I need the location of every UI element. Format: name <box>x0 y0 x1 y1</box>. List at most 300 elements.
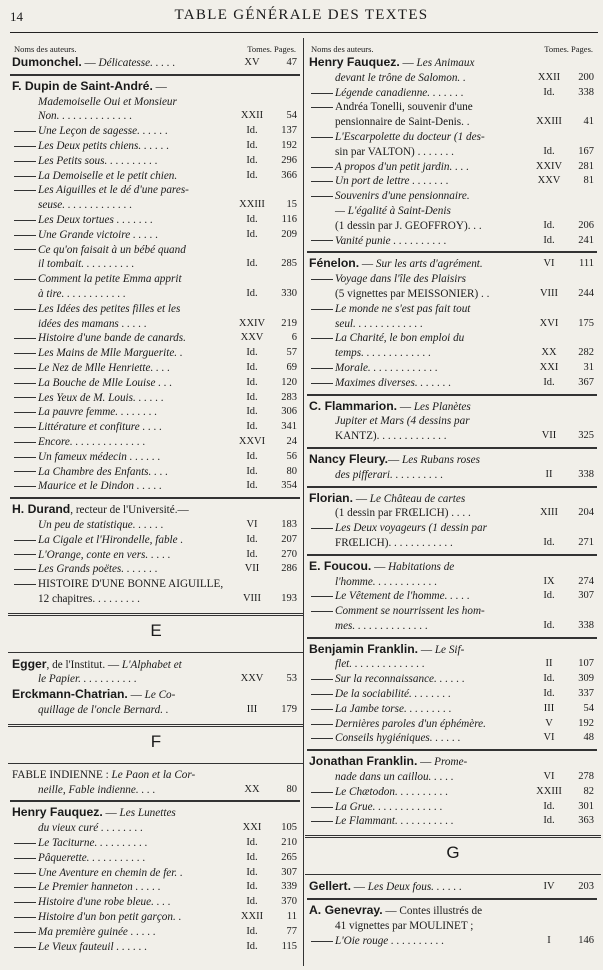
work-title: Conseils hygiéniques. . . . . . <box>335 732 461 745</box>
tome-number: Id. <box>246 421 258 433</box>
ditto-dash <box>311 137 333 138</box>
work-entry <box>309 414 597 429</box>
ditto-dash <box>14 235 36 236</box>
author-name: Erckmann-Chatrian. <box>12 687 128 702</box>
author-note: — <box>371 560 389 573</box>
work-entry <box>309 702 597 717</box>
ditto-dash <box>311 93 333 94</box>
work-title: du vieux curé . . . . . . . . <box>38 822 144 835</box>
work-entry <box>12 592 300 607</box>
work-entry <box>309 521 597 536</box>
page-number: 363 <box>578 815 594 827</box>
work-entry <box>309 717 597 732</box>
ditto-dash <box>14 161 36 162</box>
page-number: 146 <box>578 934 594 946</box>
page-number: 281 <box>578 160 594 172</box>
entry-separator <box>307 394 597 396</box>
work-title: L'Alphabet et <box>121 658 182 671</box>
work-entry <box>12 391 300 406</box>
author-note: FABLE INDIENNE : <box>12 768 112 781</box>
work-title: Maximes diverses. . . . . . . <box>335 376 452 389</box>
work-entry <box>12 851 300 866</box>
page-number: 120 <box>281 376 297 388</box>
tome-number: VIII <box>539 287 559 299</box>
page-number: 337 <box>578 688 594 700</box>
work-entry <box>309 619 597 634</box>
work-title: Le Flammant. . . . . . . . . . . <box>335 815 454 828</box>
work-title: à tire. . . . . . . . . . . . <box>38 287 126 300</box>
author-entry <box>309 559 597 575</box>
page-number: 309 <box>578 673 594 685</box>
entry-separator <box>307 251 597 253</box>
page-number: 341 <box>281 421 297 433</box>
ditto-dash <box>311 709 333 710</box>
author-name: E. Foucou. <box>309 558 372 573</box>
ditto-dash <box>311 679 333 680</box>
author-note: , recteur de l'Université.— <box>70 504 189 517</box>
work-title: La pauvre femme. . . . . . . . <box>38 406 158 419</box>
work-title: Le Vieux fauteuil . . . . . . <box>38 940 148 953</box>
ditto-dash <box>14 457 36 458</box>
page-number: 179 <box>281 704 297 716</box>
work-title: Histoire d'un bon petit garçon. . <box>38 911 182 924</box>
ditto-dash <box>14 368 36 369</box>
work-title: (5 vignettes par MEISSONIER) . . <box>335 287 490 300</box>
author-note: , de l'Institut. — <box>46 658 122 671</box>
work-title: il tombait. . . . . . . . . . <box>38 258 135 271</box>
ditto-dash <box>14 917 36 918</box>
work-title: Les Deux tortues . . . . . . . <box>38 213 153 226</box>
page-number: 41 <box>583 116 594 128</box>
ditto-dash <box>14 397 36 398</box>
tome-number: Id. <box>543 619 555 631</box>
tome-number: Id. <box>246 896 258 908</box>
tome-number: XXV <box>240 332 264 344</box>
work-entry <box>12 228 300 243</box>
page-number: 370 <box>281 896 297 908</box>
entry-text <box>12 95 300 110</box>
tome-number: Id. <box>246 450 258 462</box>
page-number: 274 <box>578 575 594 587</box>
work-entry <box>12 183 300 198</box>
tome-number: Id. <box>246 480 258 492</box>
entry-separator <box>307 898 597 900</box>
author-entry <box>309 452 597 468</box>
work-title: Les Rubans roses <box>402 453 480 466</box>
work-title: Dernières paroles d'un éphémère. <box>335 717 486 730</box>
author-entry <box>12 768 300 783</box>
work-title: Maurice et le Dindon . . . . . <box>38 480 162 493</box>
page-number: 107 <box>578 658 594 670</box>
author-entry <box>12 79 300 95</box>
section-rule <box>305 835 601 838</box>
author-note: — <box>397 400 414 413</box>
tome-number: VI <box>543 732 555 744</box>
page-number: 82 <box>583 785 594 797</box>
work-entry <box>12 465 300 480</box>
ditto-dash <box>311 309 333 310</box>
work-title: FRŒLICH). . . . . . . . . . . . <box>335 536 453 549</box>
ditto-dash <box>14 843 36 844</box>
tome-number: Id. <box>246 228 258 240</box>
tome-number: XXII <box>537 71 561 83</box>
page-number: 282 <box>578 347 594 359</box>
work-title: Les Planètes <box>413 400 471 413</box>
page-number: 54 <box>286 110 297 122</box>
author-note: — <box>351 881 368 894</box>
page-number: 167 <box>578 145 594 157</box>
work-title: Sur la reconnaissance. . . . . . <box>335 673 465 686</box>
ditto-dash <box>14 427 36 428</box>
work-entry <box>309 317 597 332</box>
tome-number: XIII <box>539 507 559 519</box>
page-number: 116 <box>281 213 297 225</box>
work-entry <box>12 533 300 548</box>
work-title: La Demoiselle et le petit chien. <box>38 169 178 182</box>
tome-number: Id. <box>246 866 258 878</box>
page-title: TABLE GÉNÉRALE DES TEXTES <box>174 7 429 23</box>
ditto-dash <box>311 528 333 529</box>
author-entry <box>309 399 597 415</box>
tome-number: Id. <box>246 213 258 225</box>
ditto-dash <box>14 947 36 948</box>
tome-number: XXV <box>240 673 264 685</box>
tome-number: Id. <box>246 347 258 359</box>
ditto-dash <box>311 368 333 369</box>
work-title: Souvenirs d'une pensionnaire. <box>335 190 470 203</box>
work-entry <box>309 86 597 101</box>
entry-text <box>12 243 300 258</box>
ditto-dash <box>311 694 333 695</box>
work-entry <box>309 145 597 160</box>
author-entry <box>12 805 300 821</box>
tome-number: Id. <box>543 234 555 246</box>
tome-number: VI <box>246 518 258 530</box>
page-number: 80 <box>286 783 297 795</box>
work-entry <box>12 95 300 110</box>
page-number: 219 <box>281 317 297 329</box>
tomes-pages-heading: Tomes. Pages. <box>247 44 296 54</box>
tome-number: Id. <box>543 673 555 685</box>
page-number: 330 <box>281 287 297 299</box>
ditto-dash <box>311 167 333 168</box>
page-number: 338 <box>578 619 594 631</box>
work-entry <box>309 272 597 287</box>
work-title: Le Château de cartes <box>369 492 466 505</box>
page-number: 301 <box>578 800 594 812</box>
page-number: 183 <box>281 518 297 530</box>
tome-number: Id. <box>246 465 258 477</box>
author-note: — <box>418 643 435 656</box>
work-title: Un peu de statistique. . . . . . <box>38 518 164 531</box>
page-number: 244 <box>578 287 594 299</box>
work-entry <box>12 703 300 718</box>
work-entry <box>309 376 597 391</box>
tome-number: Id. <box>543 86 555 98</box>
work-title: Le Nez de Mlle Henriette. . . . <box>38 361 171 374</box>
author-note: — <box>81 57 99 69</box>
work-entry <box>309 672 597 687</box>
ditto-dash <box>311 941 333 942</box>
author-entry <box>309 754 597 770</box>
work-title: 12 chapitres. . . . . . . . . <box>38 592 140 605</box>
page-number: 278 <box>578 771 594 783</box>
ditto-dash <box>14 540 36 541</box>
page-number: 57 <box>286 347 297 359</box>
ditto-dash <box>14 176 36 177</box>
page-number: 111 <box>579 258 594 270</box>
ditto-dash <box>14 554 36 555</box>
page-number: 270 <box>281 548 297 560</box>
work-title: seuse. . . . . . . . . . . . . <box>38 199 133 212</box>
work-title: 41 vignettes par MOULINET ; <box>335 919 474 932</box>
tome-number: IV <box>543 881 555 893</box>
work-title: Prome- <box>434 756 468 769</box>
work-entry <box>12 548 300 563</box>
ditto-dash <box>14 858 36 859</box>
page-number: 203 <box>578 881 594 893</box>
ditto-dash <box>14 309 36 310</box>
entry-text <box>309 521 597 536</box>
ditto-dash <box>14 353 36 354</box>
page-number: 47 <box>286 57 297 68</box>
ditto-dash <box>311 724 333 725</box>
tome-number: XXVI <box>238 435 266 447</box>
right-column <box>309 40 597 948</box>
page-number: 81 <box>583 175 594 187</box>
ditto-dash <box>311 181 333 182</box>
section-rule <box>8 613 304 616</box>
work-title: La Chambre des Enfants. . . . <box>38 465 169 478</box>
entry-separator <box>307 447 597 449</box>
page-number: 286 <box>281 563 297 575</box>
entry-text <box>12 272 300 287</box>
work-entry <box>12 450 300 465</box>
page-number: 193 <box>281 592 297 604</box>
work-title: La Grue. . . . . . . . . . . . . <box>335 800 443 813</box>
work-title: Délicatesse. . . . . <box>98 57 176 69</box>
work-title: Le Sif- <box>434 643 465 656</box>
author-name: Gellert. <box>309 879 351 894</box>
ditto-dash <box>14 383 36 384</box>
work-title: quillage de l'oncle Bernard. . <box>38 704 169 717</box>
section-letter: E <box>150 620 162 640</box>
work-entry <box>12 925 300 940</box>
author-entry <box>12 502 300 518</box>
work-title: Histoire d'une bande de canards. <box>38 332 186 345</box>
work-entry <box>309 189 597 204</box>
page-number: 56 <box>286 450 297 462</box>
work-entry <box>309 219 597 234</box>
page-number: 307 <box>281 866 297 878</box>
tome-number: XXV <box>537 175 561 187</box>
entry-text <box>12 577 300 592</box>
work-title: De la sociabilité. . . . . . . . <box>335 688 451 701</box>
ditto-dash <box>14 471 36 472</box>
tome-number: Id. <box>543 590 555 602</box>
page-number: 325 <box>578 430 594 442</box>
tome-number: Id. <box>543 688 555 700</box>
page-number: 48 <box>583 732 594 744</box>
entry-text <box>309 903 597 919</box>
author-entry <box>12 687 300 703</box>
tome-number: XXI <box>539 361 559 373</box>
tome-number: II <box>545 658 553 670</box>
work-title: flet. . . . . . . . . . . . . . <box>335 658 425 671</box>
tome-number: Id. <box>246 287 258 299</box>
work-title: Non. . . . . . . . . . . . . . <box>38 110 133 123</box>
work-entry <box>12 302 300 317</box>
work-entry <box>12 124 300 139</box>
work-title: Les Mains de Mlle Marguerite. . <box>38 347 183 360</box>
work-entry <box>309 361 597 376</box>
work-entry <box>309 604 597 619</box>
ditto-dash <box>311 383 333 384</box>
tome-number: XXIII <box>536 116 562 128</box>
page-number: 338 <box>578 468 594 480</box>
work-title: Mademoiselle Oui et Monsieur <box>38 95 177 108</box>
tome-number: XXI <box>242 822 262 834</box>
page-number: 306 <box>281 406 297 418</box>
work-title: HISTOIRE D'UNE BONNE AIGUILLE, <box>38 578 224 591</box>
ditto-dash <box>14 486 36 487</box>
work-entry <box>309 785 597 800</box>
work-title: La Jambe torse. . . . . . . . . <box>335 702 452 715</box>
page-number: 285 <box>281 258 297 270</box>
work-title: Andréa Tonelli, souvenir d'une <box>335 101 473 114</box>
left-column <box>12 40 300 954</box>
tome-number: Id. <box>543 219 555 231</box>
tome-number: Id. <box>246 139 258 151</box>
work-title: Les Yeux de M. Louis. . . . . . <box>38 391 164 404</box>
work-title: mes. . . . . . . . . . . . . . <box>335 619 428 632</box>
page-number: 15 <box>286 199 297 211</box>
ditto-dash <box>311 738 333 739</box>
tome-number: III <box>543 702 555 714</box>
work-entry <box>12 880 300 895</box>
page-number: 192 <box>281 139 297 151</box>
page-number: 367 <box>578 376 594 388</box>
entry-text <box>309 452 597 468</box>
page-number: 354 <box>281 480 297 492</box>
tome-number: XXII <box>240 110 264 122</box>
entry-text <box>309 754 597 770</box>
ditto-dash <box>14 131 36 132</box>
work-entry <box>309 331 597 346</box>
tome-number: Id. <box>246 169 258 181</box>
page-number: 206 <box>578 219 594 231</box>
work-title: Comment se nourrissent les hom- <box>335 605 485 618</box>
work-entry <box>309 919 597 934</box>
tome-number: I <box>547 934 551 946</box>
author-name: Jonathan Franklin. <box>309 754 418 769</box>
work-entry <box>12 287 300 302</box>
tome-number: XXIII <box>536 785 562 797</box>
tome-number: XX <box>541 347 557 359</box>
page-number: 339 <box>281 881 297 893</box>
entry-text <box>309 130 597 145</box>
work-title: Histoire d'une robe bleue. . . . <box>38 896 171 909</box>
author-note: — <box>102 807 120 820</box>
ditto-dash <box>311 196 333 197</box>
author-name: H. Durand <box>12 502 71 517</box>
work-entry <box>309 204 597 219</box>
work-title: La Bouche de Mlle Louise . . . <box>38 376 173 389</box>
work-entry <box>12 154 300 169</box>
work-entry <box>309 731 597 746</box>
work-title: Le Co- <box>144 689 176 702</box>
work-title: Les Animaux <box>416 57 475 69</box>
entry-text <box>12 302 300 317</box>
ditto-dash <box>311 807 333 808</box>
author-name: Benjamin Franklin. <box>309 641 419 656</box>
work-entry <box>309 71 597 86</box>
work-title: devant le trône de Salomon. . <box>335 71 466 84</box>
author-entry <box>309 55 597 71</box>
page-number: 210 <box>281 837 297 849</box>
work-entry <box>309 934 597 949</box>
work-title: Sur les arts d'agrément. <box>375 258 483 271</box>
entry-text <box>12 687 300 703</box>
entry-separator <box>307 554 597 556</box>
work-title: Morale. . . . . . . . . . . . . <box>335 361 438 374</box>
work-entry <box>12 910 300 925</box>
work-entry <box>309 302 597 317</box>
tome-number: Id. <box>246 533 258 545</box>
section-rule <box>8 763 304 764</box>
work-title: pensionnaire de Saint-Denis. . <box>335 116 470 129</box>
ditto-dash <box>311 596 333 597</box>
page-number: 283 <box>281 391 297 403</box>
work-title: temps. . . . . . . . . . . . . <box>335 347 432 360</box>
work-title: Les Lunettes <box>119 807 176 820</box>
entry-text <box>309 272 597 287</box>
work-title: des pifferari. . . . . . . . . . <box>335 468 444 481</box>
entry-separator <box>10 800 300 802</box>
entry-text <box>12 805 300 821</box>
work-title: Les Petits sous. . . . . . . . . . <box>38 154 158 167</box>
page-number: 307 <box>578 590 594 602</box>
work-entry <box>309 536 597 551</box>
tome-number: Id. <box>246 851 258 863</box>
work-entry <box>12 577 300 592</box>
page-number: 175 <box>578 317 594 329</box>
entry-text <box>309 302 597 317</box>
column-divider <box>303 38 304 966</box>
work-title: Le Chætodon. . . . . . . . . . <box>335 785 449 798</box>
entry-text <box>309 491 597 507</box>
work-entry <box>12 895 300 910</box>
tome-number: Id. <box>543 376 555 388</box>
work-entry <box>12 420 300 435</box>
work-entry <box>309 800 597 815</box>
work-entry <box>12 109 300 124</box>
work-entry <box>309 468 597 483</box>
work-entry <box>12 361 300 376</box>
work-entry <box>12 562 300 577</box>
entry-text <box>309 642 597 658</box>
entry-text <box>309 189 597 204</box>
entry-text <box>309 604 597 619</box>
page-number: 204 <box>578 507 594 519</box>
entry-separator <box>307 637 597 639</box>
page-number: 192 <box>578 717 594 729</box>
work-title: Le monde ne s'est pas fait tout <box>335 302 471 315</box>
tome-number: Id. <box>246 154 258 166</box>
page-number: 271 <box>578 536 594 548</box>
entry-separator <box>10 74 300 76</box>
page-number: 209 <box>281 228 297 240</box>
